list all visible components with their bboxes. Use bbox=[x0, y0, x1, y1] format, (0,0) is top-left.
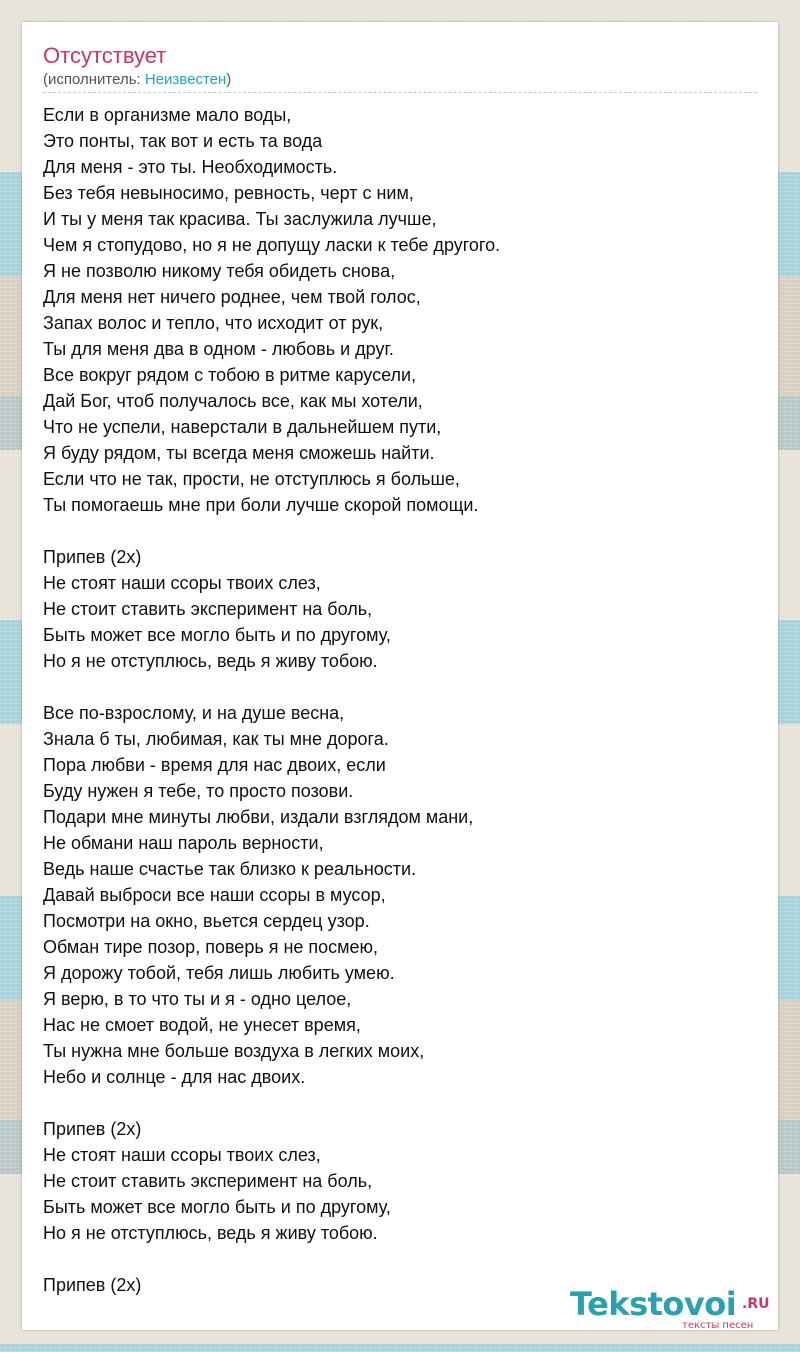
lyric-line: Не стоят наши ссоры твоих слез, bbox=[43, 573, 321, 593]
lyric-line: Но я не отступлюсь, ведь я живу тобою. bbox=[43, 651, 378, 671]
lyric-line: И ты у меня так красива. Ты заслужила лучше, bbox=[43, 209, 437, 229]
lyric-line: Дай Бог, чтоб получалось все, как мы хотели, bbox=[43, 391, 423, 411]
song-header bbox=[43, 42, 757, 93]
lyric-line: Припев (2x) bbox=[43, 1119, 142, 1139]
lyric-line: Ведь наше счастье так близко к реальности. bbox=[43, 859, 417, 879]
logo-tagline: тексты песен bbox=[682, 1320, 754, 1331]
lyric-line: Знала б ты, любимая, как ты мне дорога. bbox=[43, 729, 389, 749]
lyric-line: Если что не так, прости, не отступлюсь я больше, bbox=[43, 469, 460, 489]
lyric-line: Обман тире позор, поверь я не посмею, bbox=[43, 937, 379, 957]
lyric-line: Посмотри на окно, вьется сердец узор. bbox=[43, 911, 370, 931]
artist-line bbox=[43, 70, 757, 93]
lyrics-text bbox=[43, 102, 757, 1298]
lyric-line: Небо и солнце - для нас двоих. bbox=[43, 1067, 306, 1087]
lyric-line bbox=[43, 674, 757, 700]
lyric-line: Без тебя невыносимо, ревность, черт с ним, bbox=[43, 183, 414, 203]
lyric-line: Для меня нет ничего роднее, чем твой голос, bbox=[43, 287, 421, 307]
lyric-line: Быть может все могло быть и по другому, bbox=[43, 1197, 391, 1217]
lyric-line: Давай выброси все наши ссоры в мусор, bbox=[43, 885, 386, 905]
lyric-line: Не обмани наш пароль верности, bbox=[43, 833, 324, 853]
lyric-line: Я буду рядом, ты всегда меня сможешь найти. bbox=[43, 443, 435, 463]
lyric-line: Подари мне минуты любви, издали взглядом мани, bbox=[43, 807, 474, 827]
lyric-line: Но я не отступлюсь, ведь я живу тобою. bbox=[43, 1223, 378, 1243]
lyric-line: Припев (2x) bbox=[43, 1275, 142, 1295]
lyric-line: Буду нужен я тебе, то просто позови. bbox=[43, 781, 354, 801]
lyric-line: Я дорожу тобой, тебя лишь любить умею. bbox=[43, 963, 395, 983]
lyric-line bbox=[43, 518, 757, 544]
lyric-line bbox=[43, 1090, 757, 1116]
artist-link[interactable]: Неизвестен bbox=[144, 71, 227, 88]
lyric-line: Ты для меня два в одном - любовь и друг. bbox=[43, 339, 394, 359]
lyric-line: Припев (2x) bbox=[43, 547, 142, 567]
lyric-line: Если в организме мало воды, bbox=[43, 105, 292, 125]
lyric-line: Не стоят наши ссоры твоих слез, bbox=[43, 1145, 321, 1165]
lyric-line: Это понты, так вот и есть та вода bbox=[43, 131, 323, 151]
song-title: Отсутствует bbox=[43, 43, 167, 68]
lyric-line: Все по-взрослому, и на душе весна, bbox=[43, 703, 345, 723]
logo-name: Tekstovoi bbox=[570, 1285, 737, 1323]
lyric-line: Ты нужна мне больше воздуха в легких моих, bbox=[43, 1041, 425, 1061]
artist-suffix: ) bbox=[226, 71, 232, 88]
lyric-line: Пора любви - время для нас двоих, если bbox=[43, 755, 386, 775]
lyric-line: Я не позволю никому тебя обидеть снова, bbox=[43, 261, 396, 281]
lyric-line: Не стоит ставить эксперимент на боль, bbox=[43, 1171, 373, 1191]
lyric-line: Ты помогаешь мне при боли лучше скорой помощи. bbox=[43, 495, 479, 515]
lyric-line: Не стоит ставить эксперимент на боль, bbox=[43, 599, 373, 619]
lyric-line: Все вокруг рядом с тобою в ритме карусели, bbox=[43, 365, 417, 385]
lyric-line: Нас не смоет водой, не унесет время, bbox=[43, 1015, 361, 1035]
artist-prefix: (исполнитель: bbox=[43, 71, 145, 88]
lyric-line: Для меня - это ты. Необходимость. bbox=[43, 157, 338, 177]
lyric-line bbox=[43, 1246, 757, 1272]
site-logo[interactable] bbox=[570, 1284, 780, 1334]
lyric-line: Я верю, в то что ты и я - одно целое, bbox=[43, 989, 352, 1009]
lyric-line: Чем я стопудово, но я не допущу ласки к тебе другого. bbox=[43, 235, 501, 255]
lyric-line: Что не успели, наверстали в дальнейшем пути, bbox=[43, 417, 442, 437]
lyric-line: Быть может все могло быть и по другому, bbox=[43, 625, 391, 645]
lyric-line: Запах волос и тепло, что исходит от рук, bbox=[43, 313, 384, 333]
logo-tld: .RU bbox=[742, 1296, 770, 1312]
lyrics-card bbox=[22, 22, 778, 1330]
